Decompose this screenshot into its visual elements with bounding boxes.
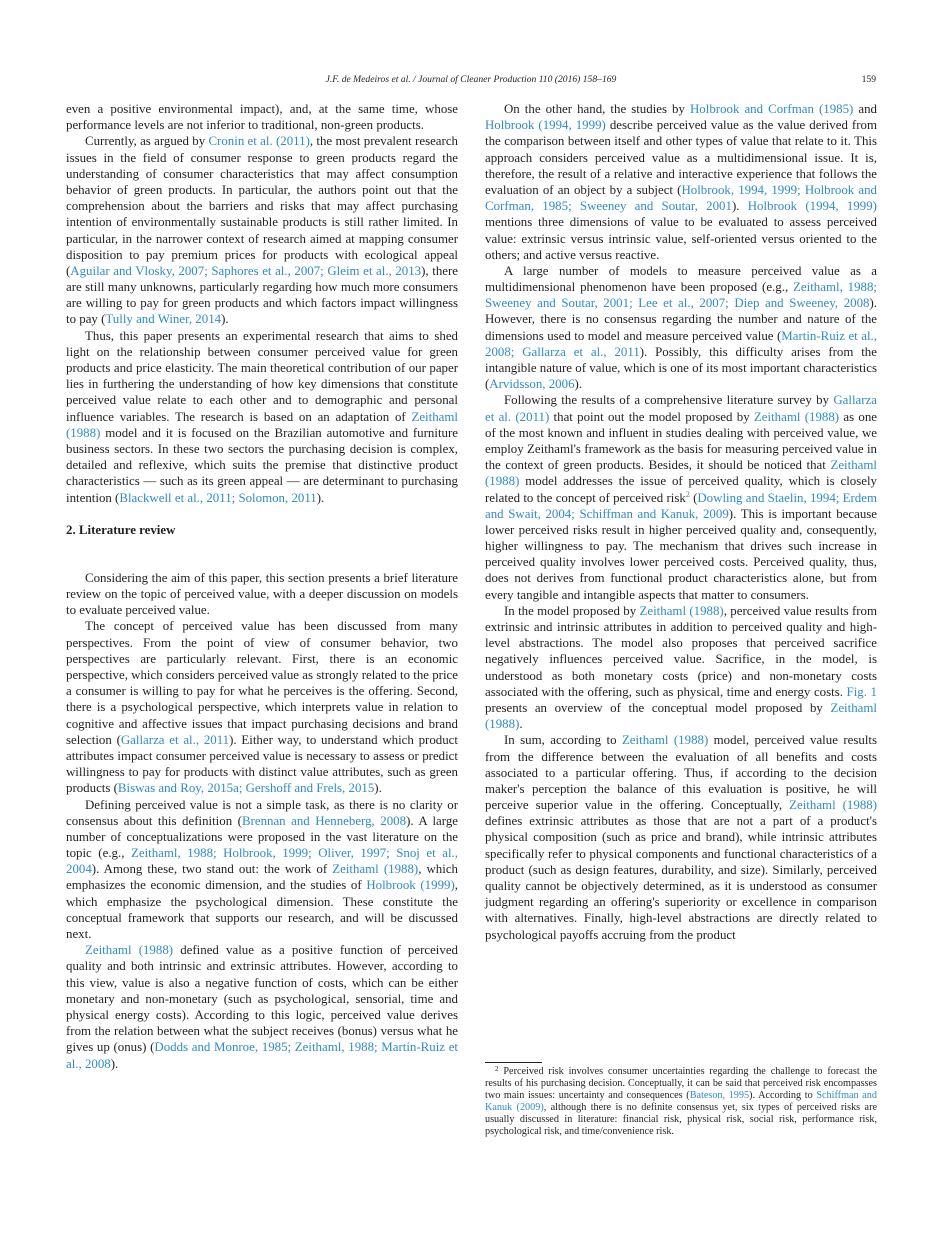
journal-citation: J.F. de Medeiros et al. / Journal of Cleaner Production 110 (2016) 158–169 [325, 74, 617, 85]
citation-link[interactable]: Martin-Ruiz et al., 2008; Gallarza et al., 2011 [485, 328, 877, 359]
citation-link[interactable]: Brennan and Henneberg, 2008 [241, 813, 407, 828]
citation-link[interactable]: Tully and Winer, 2014 [105, 312, 222, 327]
citation-link[interactable]: Dodds and Monroe, 1985; Zeithaml, 1988; Martín-Ruiz et al., 2008 [66, 1040, 459, 1071]
paragraph: In the model proposed by Zeithaml (1988), perceived value results from extrinsic and intrinsic attributes in addition to perceived quality and high-level abstractions. The model also proposes that perceived sacrifice negatively influences perceived value. Sacrifice, in the model, is understood as both monetary costs (price) and non-monetary costs associated with the offering, such as physical, time and energy costs. Fig. 1 presents an overview of the conceptual model proposed by Zeithaml (1988). [485, 603, 877, 732]
left-column [66, 101, 458, 1072]
citation-link[interactable]: Zeithaml (1988) [485, 700, 877, 732]
right-column [485, 101, 877, 943]
citation-link[interactable]: Zeithaml (1988) [639, 603, 724, 618]
footnote: $^2$ Perceived risk involves consumer uncertainties regarding the challenge to forecast the results of his purchasing decision. Conceptually, it can be said that perceived risk encompasses two main issues: uncertainty and consequences (Bateson, 1995). According to Schiffman and Kanuk (2009), although there is no definite consensus yet, six types of perceived risks are usually discussed in literature: financial risk, physical risk, social risk, performance risk, psychological risk, and time/convenience risk. [485, 1065, 877, 1138]
paragraph: On the other hand, the studies by Holbrook and Corfman (1985) and Holbrook (1994, 1999) describe perceived value as the value derived from the comparison between itself and other types of value that relate to it. This approach considers perceived value as a multidimensional issue. It is, therefore, the result of a relative and interactive experience that follows the evaluation of an object by a subject (Holbrook, 1994, 1999; Holbrook and Corfman, 1985; Sweeney and Soutar, 2001). Holbrook (1994, 1999) mentions three dimensions of value to be evaluated to assess perceived value: extrinsic versus intrinsic value, self-oriented versus oriented to the others; and active versus reactive. [485, 102, 877, 262]
citation-link[interactable]: Dowling and Staelin, 1994; Erdem and Swait, 2004; Schiffman and Kanuk, 2009 [485, 490, 877, 521]
citation-link[interactable]: Zeithaml (1988) [85, 943, 174, 958]
paragraph: Thus, this paper presents an experimental research that aims to shed light on the relationship between consumer perceived value for green products and price elasticity. The main theoretical contribution of our paper lies in furthering the understanding of how key dimensions that constitute perceived value relate to each other and to demographic and personal influence variables. The research is based on an adaptation of Zeithaml (1988) model and it is focused on the Brazilian automotive and furniture business sectors. In these two sectors the purchasing decision is complex, detailed and reflexive, which suits the premise that distinctive product characteristics — such as its green appeal — are determinant to purchasing intention (Blackwell et al., 2011; Solomon, 2011). [66, 328, 458, 505]
citation-link[interactable]: Zeithaml (1988) [485, 458, 877, 489]
section-heading: 2. Literature review [66, 522, 176, 537]
citation-link[interactable]: Zeithaml (1988) [66, 409, 458, 440]
page-number: 159 [861, 74, 876, 85]
figure-link[interactable]: Fig. 1 [846, 684, 877, 699]
paragraph: even a positive environmental impact), and, at the same time, whose performance levels are not inferior to traditional, non-green products. [66, 102, 458, 133]
citation-link[interactable]: Zeithaml, 1988; Holbrook, 1999; Oliver, 1997; Snoj et al., 2004 [66, 846, 458, 877]
running-header [66, 74, 876, 88]
footnote-rule [485, 1062, 542, 1063]
paragraph: In sum, according to Zeithaml (1988) model, perceived value results from the difference between the evaluation of all benefits and costs associated to a particular offering. Thus, if according to the decision maker's perception the balance of this evaluation is positive, he will perceive superior value in the offering. Conceptually, Zeithaml (1988) defines extrinsic attributes as those that are not a part of a product's physical composition (such as price and brand), while intrinsic attributes specifically refer to physical components and functional characteristics of a product (such as design features, durability, and size). Similarly, perceived quality cannot be objectively determined, as it is understood as consumer judgment regarding an offering's superiority or excellence in comparison with alternatives. Finally, high-level abstractions are directly related to psychological payoffs accruing from the product [485, 733, 878, 942]
paragraph: Currently, as argued by Cronin et al. (2011), the most prevalent research issues in the field of consumer response to green products regard the understanding of consumer characteristics that may affect consumption behavior of green products. In particular, the authors point out that the comprehension about the barriers and risks that may affect purchasing intention of environmentally sustainable products is still rather limited. In particular, in the narrower context of research aimed at mapping consumer disposition to pay premium prices for products with ecological appeal (Aguilar and Vlosky, 2007; Saphores et al., 2007; Gleim et al., 2013), there are still many unknowns, particularly regarding how much more consumers are willing to pay for green products and which factors impact willingness to pay (Tully and Winer, 2014). [66, 134, 458, 327]
citation-link[interactable]: Zeithaml (1988) [621, 733, 709, 748]
citation-link[interactable]: Holbrook (1994, 1999) [747, 199, 877, 214]
citation-link[interactable]: Schiffman and Kanuk (2009) [485, 1090, 877, 1114]
citation-link[interactable]: Arvidsson, 2006 [489, 377, 575, 392]
citation-link[interactable]: Zeithaml, 1988; Sweeney and Soutar, 2001; Lee et al., 2007; Diep and Sweeney, 2008 [485, 280, 878, 311]
citation-link[interactable]: Blackwell et al., 2011; Solomon, 2011 [119, 490, 317, 505]
citation-link[interactable]: Holbrook (1999) [366, 878, 455, 893]
paragraph: Defining perceived value is not a simple task, as there is no clarity or consensus about this definition (Brennan and Henneberg, 2008). A large number of conceptualizations were proposed in the vast literature on the topic (e.g., Zeithaml, 1988; Holbrook, 1999; Oliver, 1997; Snoj et al., 2004). Among these, two stand out: the work of Zeithaml (1988), which emphasizes the economic dimension, and the studies of Holbrook (1999), which emphasize the psychological dimension. These constitute the conceptual framework that supports our research, and will be discussed next. [66, 797, 459, 941]
citation-link[interactable]: Holbrook and Corfman (1985) [690, 102, 854, 116]
paragraph: Zeithaml (1988) defined value as a positive function of perceived quality and both intrinsic and extrinsic attributes. However, according to this view, value is also a negative function of costs, which can be either monetary and non-monetary (such as psychological, sensorial, time and physical energy costs). According to this logic, perceived value derives from the relation between what the subject receives (bonus) versus what he gives up (onus) (Dodds and Monroe, 1985; Zeithaml, 1988; Martín-Ruiz et al., 2008). [66, 943, 459, 1071]
citation-link[interactable]: Bateson, 1995 [689, 1090, 750, 1102]
citation-link[interactable]: Gallarza et al. (2011) [485, 393, 877, 424]
citation-link[interactable]: Holbrook, 1994, 1999; Holbrook and Corfman, 1985; Sweeney and Soutar, 2001 [485, 182, 877, 214]
paragraph: Following the results of a comprehensive literature survey by Gallarza et al. (2011) that point out the model proposed by Zeithaml (1988) as one of the most known and influent in studies dealing with perceived value, we employ Zeithaml's framework as the basis for measuring perceived value in the context of green products. Besides, it should be noticed that Zeithaml (1988) model addresses the issue of perceived quality, which is closely related to the concept of perceived risk$^2$ (Dowling and Staelin, 1994; Erdem and Swait, 2004; Schiffman and Kanuk, 2009). This is important because lower perceived risks result in higher perceived quality and, consequently, higher willingness to pay. The mechanism that drives such increase in perceived quality involves lower perceived costs. Perceived quality, thus, does not derives from functional product characteristics alone, but from every tangible and intangible aspects that matter to consumers. [485, 393, 878, 602]
citation-link[interactable]: Zeithaml (1988) [332, 862, 419, 877]
footnote-number: 2 [495, 1065, 499, 1073]
paragraph: Considering the aim of this paper, this section presents a brief literature review on the topic of perceived value, with a deeper discussion on models to evaluate perceived value. [66, 570, 458, 618]
footnote-marker[interactable]: 2 [685, 489, 690, 499]
citation-link[interactable]: Zeithaml (1988) [789, 798, 878, 813]
citation-link[interactable]: Holbrook (1994, 1999) [485, 118, 606, 133]
citation-link[interactable]: Aguilar and Vlosky, 2007; Saphores et al., 2007; Gleim et al., 2013 [70, 263, 422, 278]
citation-link[interactable]: Gallarza et al., 2011 [120, 732, 230, 747]
paragraph: A large number of models to measure perceived value as a multidimensional phenomenon have been proposed (e.g., Zeithaml, 1988; Sweeney and Soutar, 2001; Lee et al., 2007; Diep and Sweeney, 2008). However, there is no consensus regarding the number and nature of the dimensions used to model and measure perceived value (Martin-Ruiz et al., 2008; Gallarza et al., 2011). Possibly, this difficulty arises from the intangible nature of value, which is one of its most important characteristics (Arvidsson, 2006). [485, 263, 878, 392]
citation-link[interactable]: Cronin et al. (2011) [208, 134, 310, 149]
citation-link[interactable]: Biswas and Roy, 2015a; Gershoff and Frels, 2015 [117, 781, 375, 796]
paragraph: The concept of perceived value has been discussed from many perspectives. From the point of view of consumer behavior, two perspectives are particularly relevant. First, there is an economic perspective, which considers perceived value as strongly related to the price a consumer is willing to pay for what he perceives is the offering. Second, there is a psychological perspective, which interprets value in relation to cognitive and affective issues that impact purchasing decisions and brand selection (Gallarza et al., 2011). Either way, to understand which product attributes impact consumer perceived value is necessary to assess or predict willingness to pay for products with distinct value attributes, such as green products (Biswas and Roy, 2015a; Gershoff and Frels, 2015). [66, 619, 458, 796]
citation-link[interactable]: Zeithaml (1988) [753, 409, 840, 424]
